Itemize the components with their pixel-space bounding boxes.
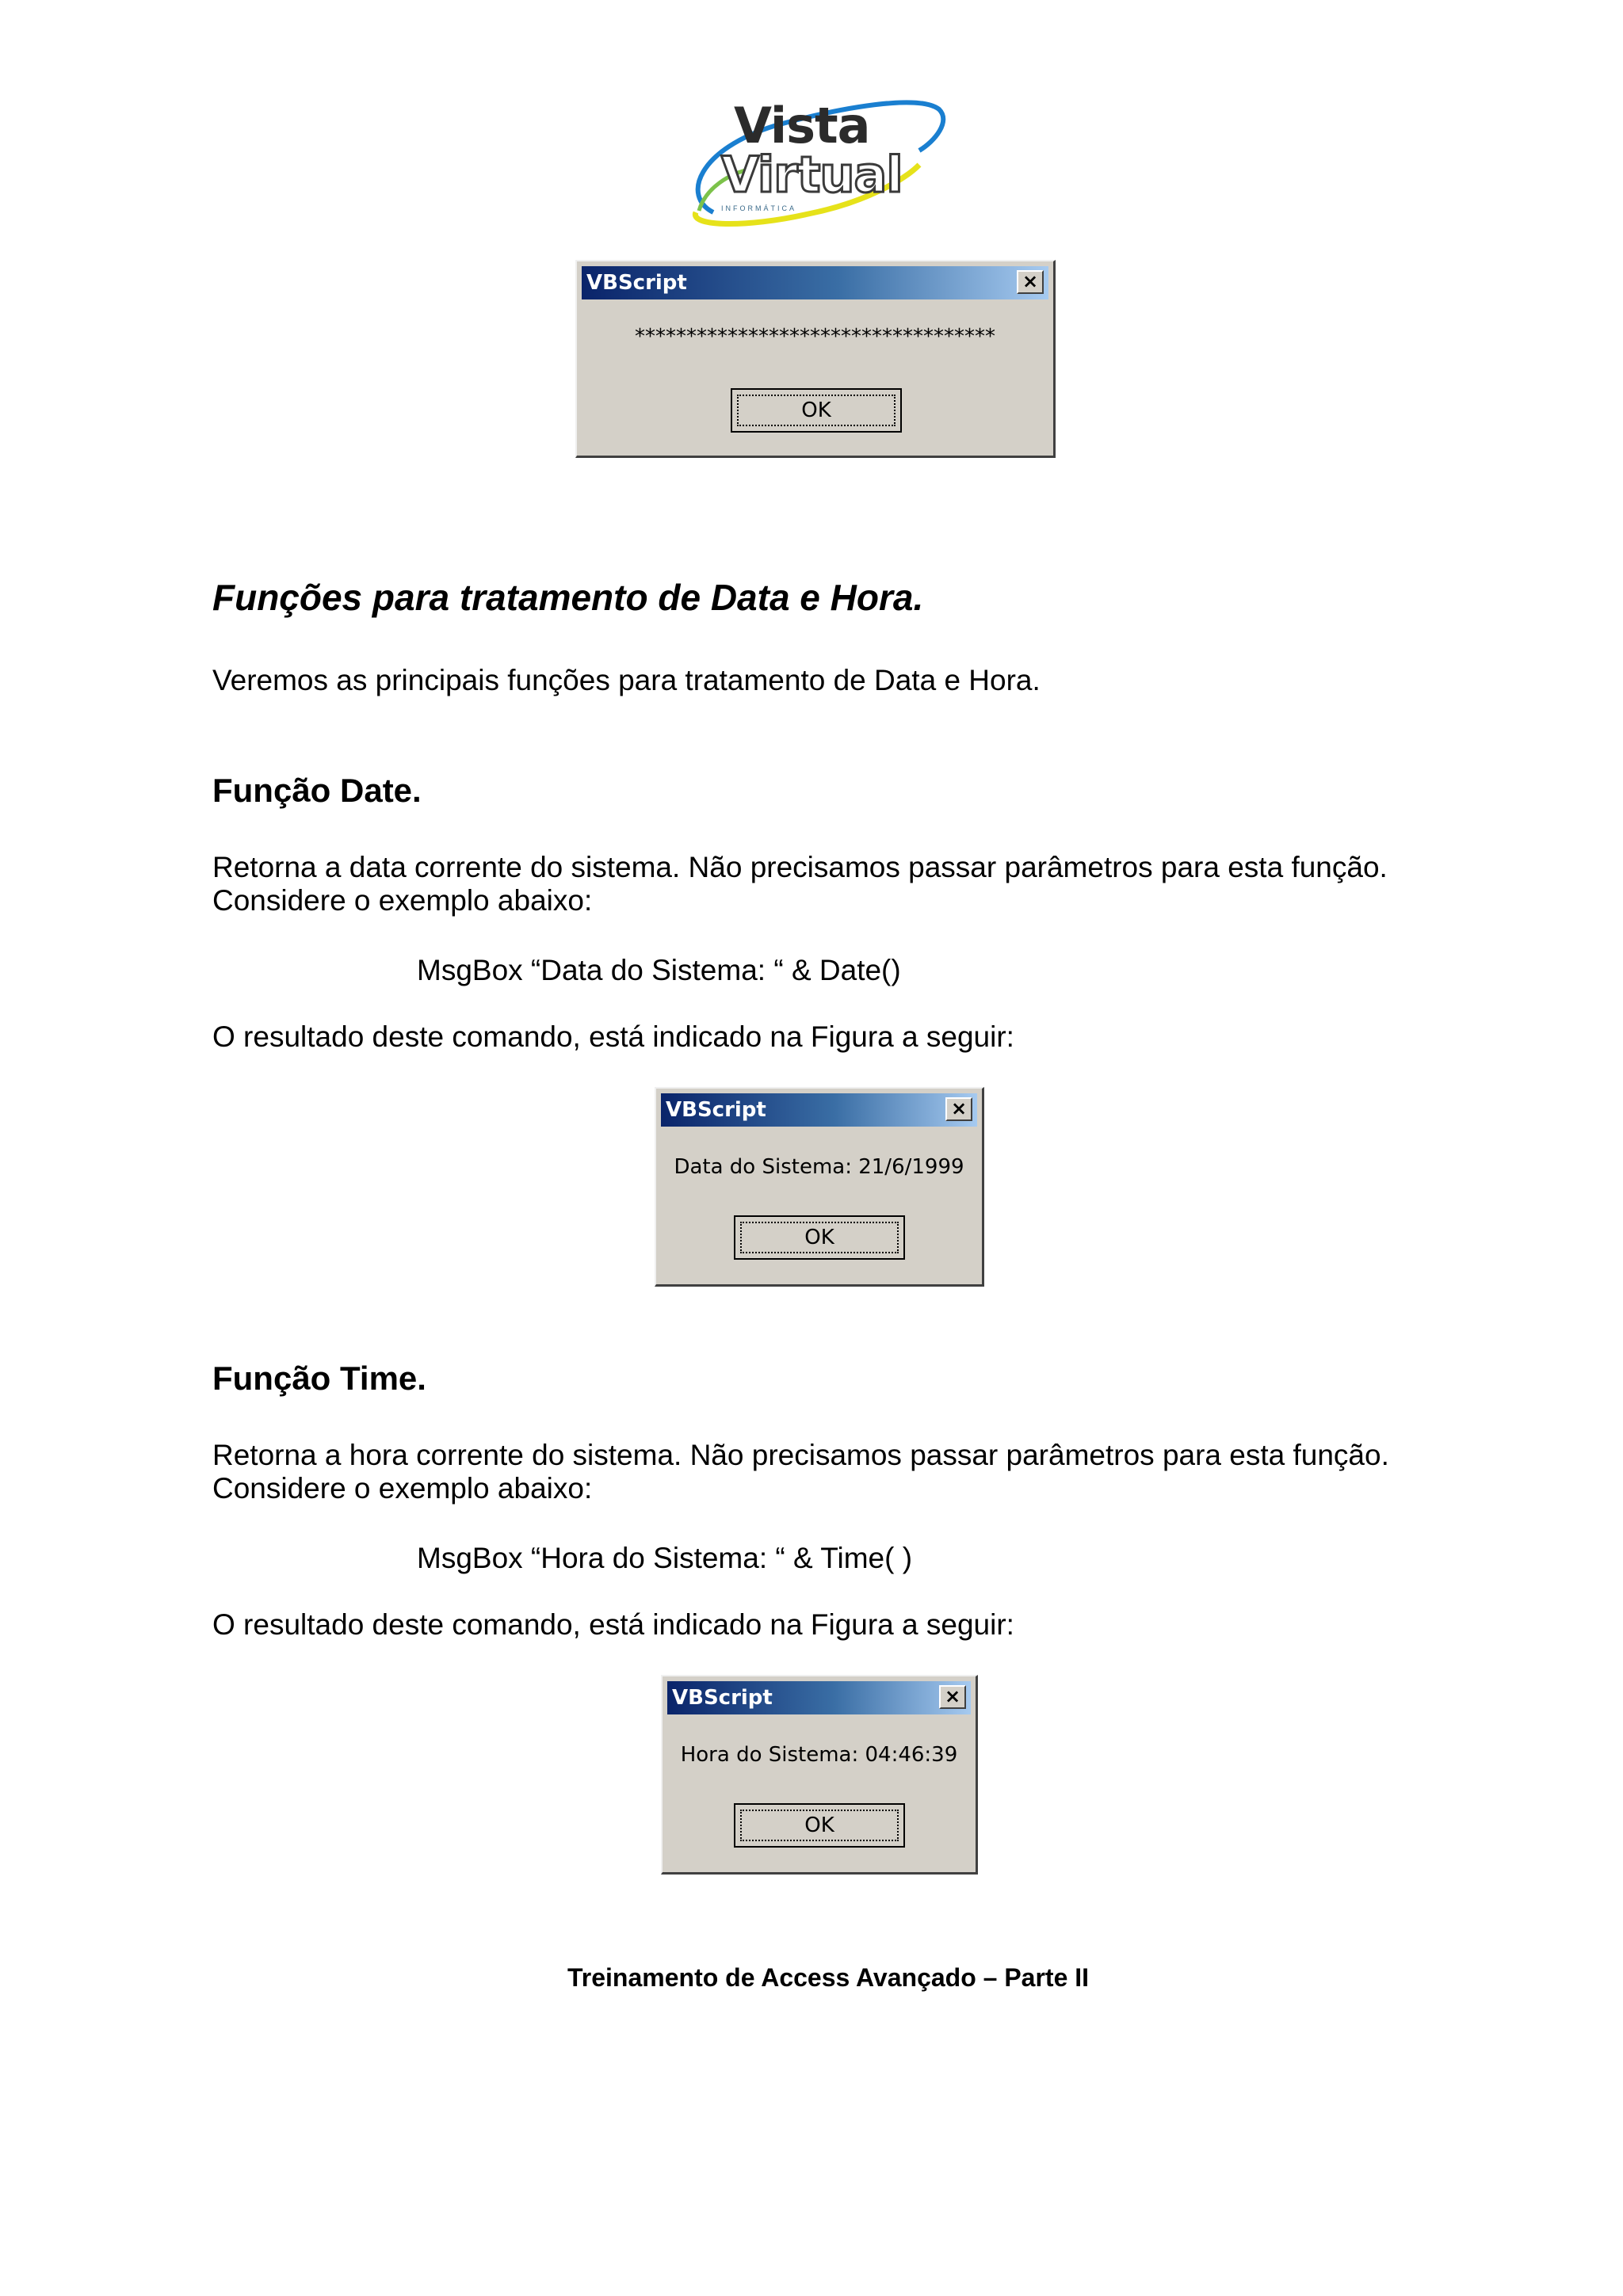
- vista-virtual-logo: [682, 93, 951, 228]
- dialog-titlebar[interactable]: [667, 1681, 971, 1714]
- dialog-title: VBScript: [666, 1098, 766, 1122]
- logo-tagline: INFORMÁTICA: [721, 204, 796, 212]
- dialog-title: VBScript: [672, 1686, 773, 1710]
- ok-button[interactable]: [734, 1215, 905, 1260]
- ok-button-label: OK: [804, 1814, 834, 1837]
- dialog-message: ***********************************: [635, 325, 995, 349]
- dialog-titlebar[interactable]: [661, 1093, 977, 1127]
- date-heading: Função Date.: [212, 772, 422, 809]
- close-button[interactable]: ×: [939, 1685, 966, 1709]
- focus-rect: [740, 1810, 899, 1841]
- dialog-message: Hora do Sistema: 04:46:39: [680, 1743, 958, 1767]
- focus-rect: [737, 395, 896, 426]
- logo-word-virtual: Virtual: [721, 146, 903, 204]
- ok-button[interactable]: [731, 388, 902, 433]
- msgbox-dialog-3: [661, 1675, 978, 1875]
- close-button[interactable]: ×: [945, 1097, 972, 1121]
- section-title: Funções para tratamento de Data e Hora.: [212, 577, 924, 618]
- dialog-message: Data do Sistema: 21/6/1999: [674, 1155, 964, 1179]
- time-heading: Função Time.: [212, 1360, 426, 1397]
- logo-word-vista: Vista: [734, 97, 870, 154]
- dialog-title: VBScript: [586, 271, 687, 295]
- msgbox-dialog-1: [575, 260, 1056, 458]
- date-code-example: MsgBox “Data do Sistema: “ & Date(): [417, 954, 901, 986]
- time-code-example: MsgBox “Hora do Sistema: “ & Time( ): [417, 1542, 913, 1574]
- ok-button-label: OK: [801, 399, 831, 422]
- focus-rect: [740, 1222, 899, 1253]
- intro-paragraph: Veremos as principais funções para tratamento de Data e Hora.: [212, 664, 1041, 696]
- page-footer: Treinamento de Access Avançado – Parte II: [567, 1963, 1090, 1992]
- time-description: Retorna a hora corrente do sistema. Não precisamos passar parâmetros para esta função. Considere o exemplo abaixo:: [212, 1439, 1389, 1505]
- date-description: Retorna a data corrente do sistema. Não precisamos passar parâmetros para esta função. Considere o exemplo abaixo:: [212, 851, 1388, 917]
- time-result-text: O resultado deste comando, está indicado na Figura a seguir:: [212, 1608, 1014, 1641]
- msgbox-dialog-2: [655, 1087, 984, 1287]
- ok-button[interactable]: [734, 1803, 905, 1848]
- dialog-titlebar[interactable]: [582, 266, 1048, 299]
- date-result-text: O resultado deste comando, está indicado na Figura a seguir:: [212, 1020, 1014, 1053]
- ok-button-label: OK: [804, 1226, 834, 1249]
- close-button[interactable]: ×: [1017, 270, 1044, 294]
